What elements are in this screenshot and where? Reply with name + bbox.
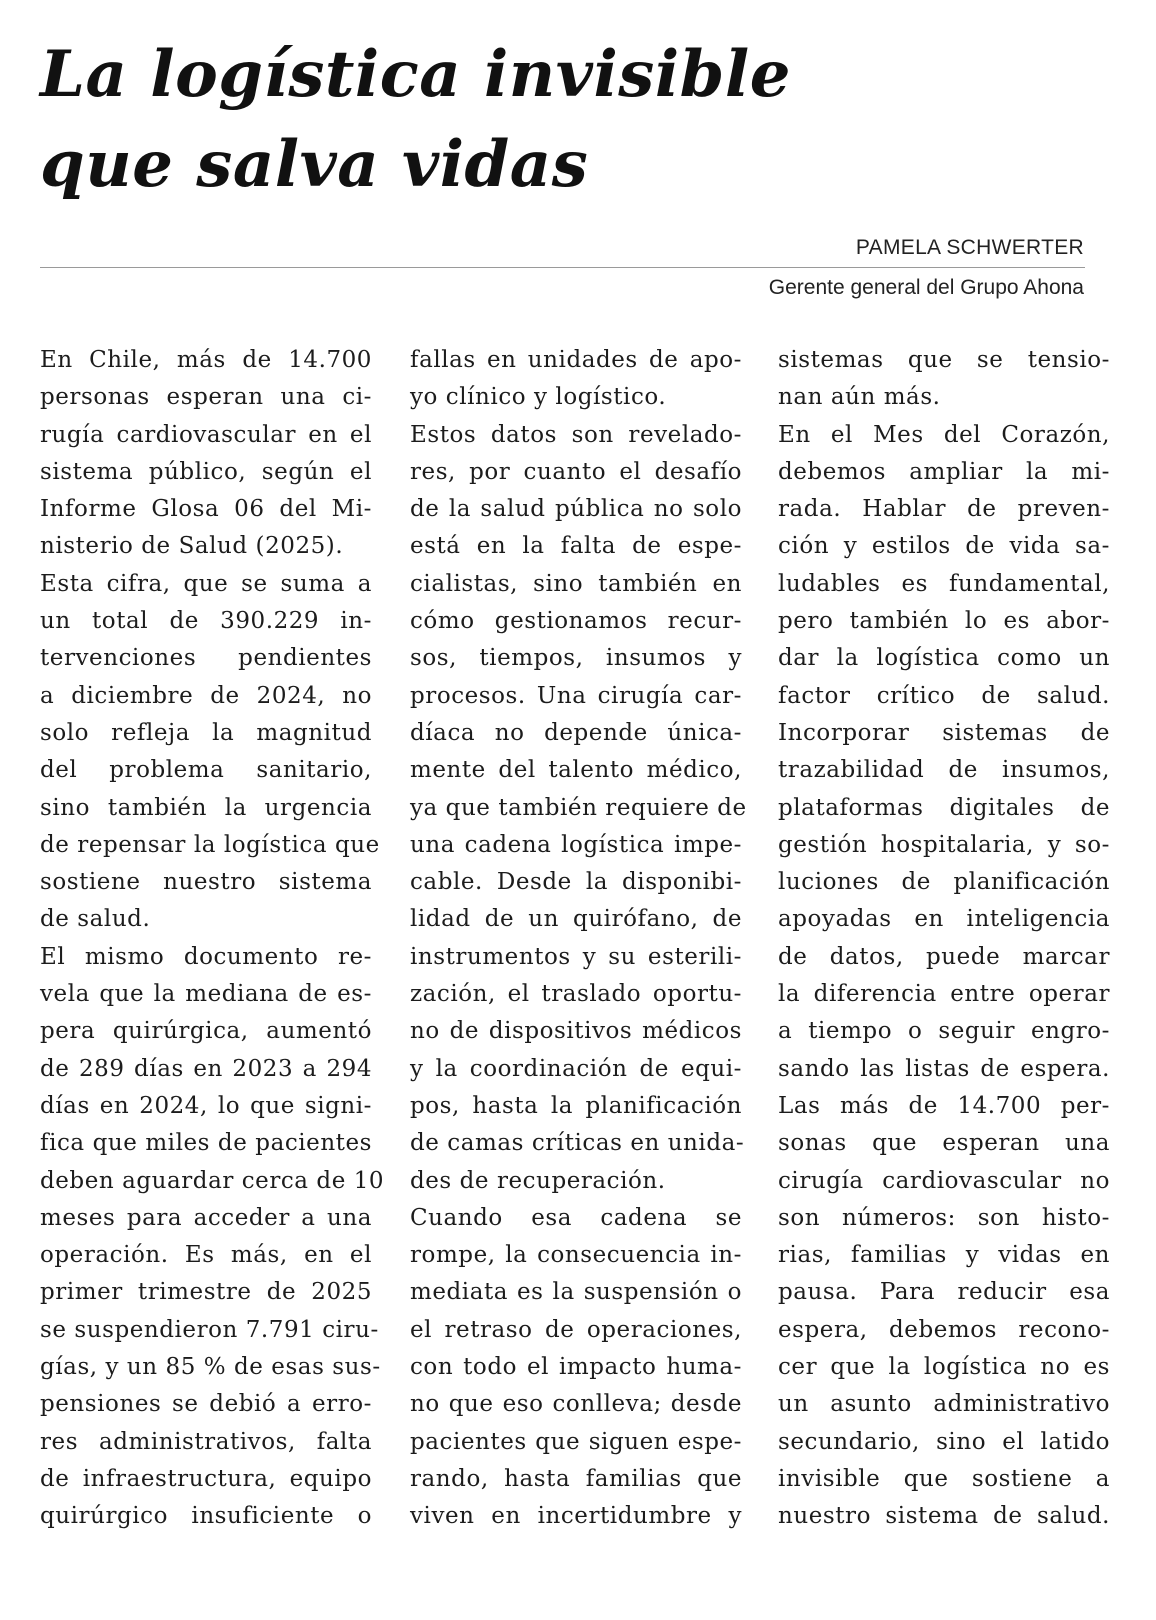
body-text-line: pensiones se debió a erro- (40, 1391, 372, 1418)
body-text-line: no de dispositivos médicos (410, 1018, 742, 1045)
body-text-line: de la salud pública no solo (410, 496, 742, 523)
body-text-line: espera, debemos recono- (778, 1316, 1110, 1343)
body-text-line: procesos. Una cirugía car- (410, 682, 742, 709)
body-text-line: sistemas que se tensio- (778, 347, 1110, 373)
body-text-line: des de recuperación. (410, 1167, 666, 1194)
body-text-line: rando, hasta familias que (410, 1465, 742, 1492)
body-text-line: un asunto administrativo (778, 1391, 1110, 1418)
body-text-line: cialistas, sino también en (410, 570, 742, 597)
body-text-line: operación. Es más, en el (40, 1242, 372, 1269)
body-text-line: luciones de planificación (778, 869, 1110, 896)
body-text-line: deben aguardar cerca de 10 (40, 1167, 385, 1194)
body-text-line: primer trimestre de 2025 (40, 1279, 372, 1306)
body-text-line: pera quirúrgica, aumentó (40, 1018, 372, 1045)
body-text-line: dar la logística como un (778, 645, 1110, 672)
body-text-line: ción y estilos de vida sa- (778, 533, 1110, 560)
body-text-line: instrumentos y su esterili- (410, 943, 742, 970)
body-text-line: Estos datos son revelado- (410, 421, 742, 448)
body-text-line: res administrativos, falta (40, 1428, 372, 1455)
body-column-1 (40, 342, 385, 1536)
body-text-line: cirugía cardiovascular no (778, 1167, 1110, 1194)
body-text-line: ludables es fundamental, (778, 570, 1110, 597)
body-text-line: nan aún más. (778, 384, 941, 411)
body-text-line: de salud. (40, 906, 151, 933)
body-text-line: de camas críticas en unida- (410, 1130, 745, 1157)
body-text-line: lidad de un quirófano, de (410, 906, 742, 933)
body-text-line: factor crítico de salud. (778, 682, 1110, 709)
body-text-line: El mismo documento re- (40, 943, 372, 970)
body-text-line: de repensar la logística que (40, 831, 380, 858)
body-text-line: tervenciones pendientes (40, 645, 372, 672)
body-text-line: Esta cifra, que se suma a (40, 570, 372, 597)
body-text-line: rompe, la consecuencia in- (410, 1242, 742, 1269)
body-text-line: díaca no depende única- (410, 719, 742, 746)
body-text-line: debemos ampliar la mi- (778, 458, 1110, 485)
body-text-line: se suspendieron 7.791 ciru- (40, 1316, 379, 1343)
body-text-line: yo clínico y logístico. (410, 384, 667, 411)
body-text-line: pos, hasta la planificación (410, 1092, 742, 1119)
body-text-line: sonas que esperan una (778, 1130, 1110, 1157)
body-text-line: gías, y un 85 % de esas sus- (40, 1354, 381, 1381)
body-text-line: invisible que sostiene a (778, 1465, 1110, 1492)
body-text-line: a diciembre de 2024, no (40, 682, 372, 709)
body-column-3 (778, 342, 1110, 1536)
body-text-line: secundario, sino el latido (778, 1428, 1110, 1455)
body-text-line: sando las listas de espera. (778, 1055, 1110, 1082)
body-text-line: gestión hospitalaria, y so- (778, 831, 1110, 858)
body-text-line: y la coordinación de equi- (410, 1055, 742, 1082)
body-text-line: de datos, puede marcar (778, 943, 1110, 970)
body-text-line: personas esperan una ci- (40, 384, 372, 411)
body-text-line: plataformas digitales de (778, 794, 1110, 821)
body-text-line: de 289 días en 2023 a 294 (40, 1055, 372, 1082)
body-text-line: días en 2024, lo que signi- (40, 1092, 372, 1119)
body-text-line: el retraso de operaciones, (410, 1316, 742, 1343)
body-text-line: En Chile, más de 14.700 (40, 347, 372, 373)
body-text-line: un total de 390.229 in- (40, 608, 372, 635)
body-text-line: solo refleja la magnitud (40, 719, 372, 746)
body-text-line: del problema sanitario, (40, 757, 372, 784)
body-text-line: de infraestructura, equipo (40, 1465, 372, 1492)
body-text-line: con todo el impacto huma- (410, 1354, 742, 1381)
body-text-line: vela que la mediana de es- (40, 981, 372, 1008)
body-text-line: rias, familias y vidas en (778, 1242, 1110, 1269)
body-text-line: Las más de 14.700 per- (778, 1092, 1110, 1119)
body-text-line: apoyadas en inteligencia (778, 906, 1110, 933)
body-text-line: pacientes que siguen espe- (410, 1428, 742, 1455)
article-headline (40, 30, 1040, 210)
byline-divider (40, 267, 1085, 268)
body-text-line: meses para acceder a una (40, 1204, 372, 1231)
body-text-line: está en la falta de espe- (410, 533, 742, 560)
body-text-line: fallas en unidades de apo- (410, 347, 742, 373)
body-text-line: pausa. Para reducir esa (778, 1279, 1110, 1306)
body-text-line: no que eso conlleva; desde (410, 1391, 742, 1418)
body-text-line: Informe Glosa 06 del Mi- (40, 496, 372, 523)
body-text-line: mediata es la suspensión o (410, 1279, 742, 1306)
body-text-line: nisterio de Salud (2025). (40, 533, 344, 560)
body-text-line: Incorporar sistemas de (778, 719, 1110, 746)
body-text-line: rada. Hablar de preven- (778, 496, 1110, 523)
body-text-line: a tiempo o seguir engro- (778, 1018, 1110, 1045)
byline (856, 235, 1084, 261)
body-text-line: cer que la logística no es (778, 1354, 1110, 1381)
body-text-line: cable. Desde la disponibi- (410, 869, 742, 896)
body-text-line: res, por cuanto el desafío (410, 458, 742, 485)
body-text-line: Cuando esa cadena se (410, 1204, 742, 1231)
body-text-line: pero también lo es abor- (778, 608, 1110, 635)
headline-line-1: La logística invisible (40, 37, 791, 112)
body-text-line: En el Mes del Corazón, (778, 421, 1110, 448)
body-text-line: la diferencia entre operar (778, 981, 1110, 1008)
body-text-line: rugía cardiovascular en el (40, 421, 372, 448)
body-text-line: fica que miles de pacientes (40, 1130, 372, 1157)
body-text-line: sos, tiempos, insumos y (410, 645, 742, 672)
body-text-line: nuestro sistema de salud. (778, 1503, 1110, 1530)
body-column-2 (410, 342, 747, 1536)
body-text-line: mente del talento médico, (410, 757, 742, 784)
body-text-line: son números: son histo- (778, 1204, 1110, 1231)
body-text-line: trazabilidad de insumos, (778, 757, 1110, 784)
body-text-line: cómo gestionamos recur- (410, 608, 742, 635)
body-text-line: sistema público, según el (40, 458, 372, 485)
body-text-line: viven en incertidumbre y (410, 1503, 742, 1530)
headline-line-2: que salva vidas (40, 127, 589, 202)
body-text-line: quirúrgico insuficiente o (40, 1503, 372, 1530)
body-text-line: sostiene nuestro sistema (40, 869, 372, 896)
body-text-line: una cadena logística impe- (410, 831, 742, 858)
author-name: PAMELA SCHWERTER (855, 236, 1084, 259)
author-role: Gerente general del Grupo Ahona (768, 276, 1084, 299)
body-text-line: ya que también requiere de (410, 794, 747, 821)
body-text-line: zación, el traslado oportu- (410, 981, 742, 1008)
body-text-line: sino también la urgencia (40, 794, 372, 821)
